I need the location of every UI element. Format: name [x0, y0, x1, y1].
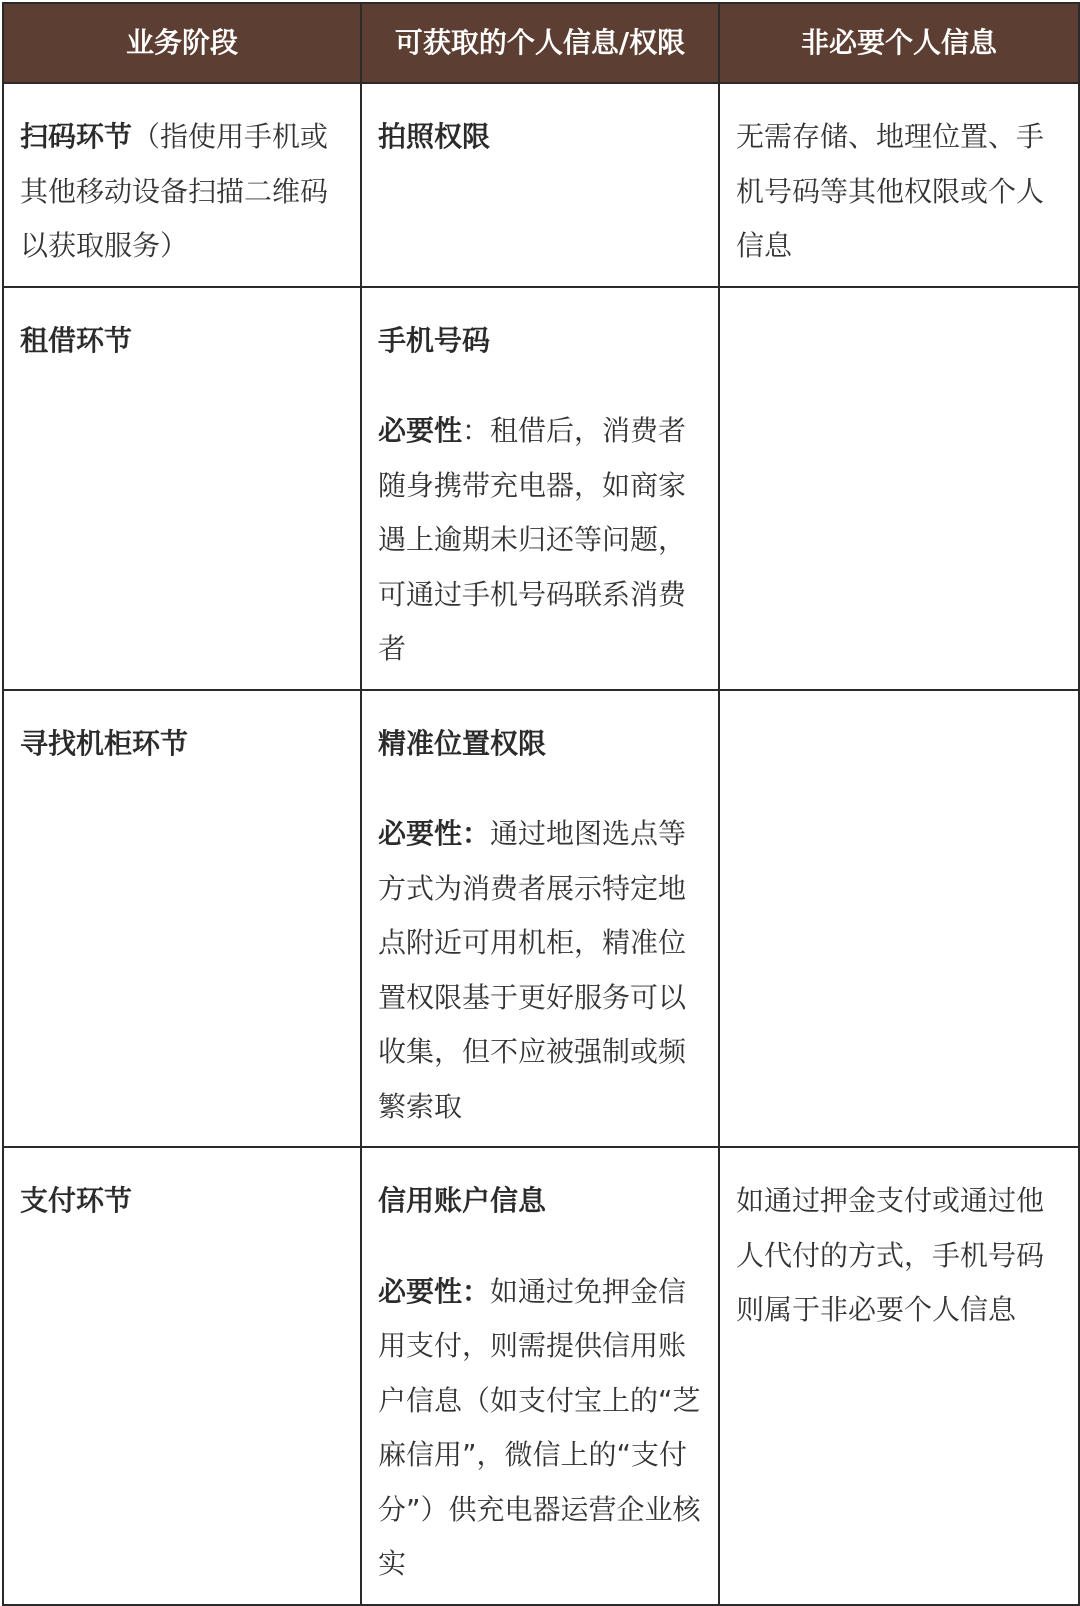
- necessity-paragraph: [378, 807, 702, 1134]
- info-cell: [361, 690, 719, 1148]
- nonessential-text: 如通过押金支付或通过他人代付的方式，手机号码则属于非必要个人信息: [736, 1184, 1045, 1326]
- personal-info-table: [2, 2, 1080, 1606]
- table-header-row: [3, 3, 1079, 83]
- nonessential-cell: [719, 1147, 1079, 1605]
- necessity-label: 必要性：: [378, 1274, 491, 1308]
- info-title: 精准位置权限: [378, 726, 547, 760]
- info-cell: [361, 287, 719, 690]
- header-obtainable-info: 可获取的个人信息/权限: [361, 3, 719, 83]
- stage-cell: [3, 83, 361, 287]
- necessity-text: 通过地图选点等方式为消费者展示特定地点附近可用机柜，精准位置权限基于更好服务可以收集，但不应被强制或频繁索取: [378, 817, 687, 1123]
- table-row: [3, 690, 1079, 1148]
- necessity-text: ：租借后，消费者随身携带充电器，如商家遇上逾期未归还等问题，可通过手机号码联系消费者: [378, 414, 687, 665]
- stage-note: （指使用手机或其他移动设备扫描二维码以获取服务）: [20, 120, 329, 262]
- stage-name: 寻找机柜环节: [20, 726, 189, 760]
- necessity-label: 必要性: [378, 414, 463, 447]
- info-title: 拍照权限: [378, 120, 491, 153]
- stage-cell: [3, 1147, 361, 1605]
- info-cell: [361, 83, 719, 287]
- stage-name: 支付环节: [20, 1184, 133, 1217]
- info-title: 信用账户信息: [378, 1184, 547, 1217]
- stage-name: 租借环节: [20, 323, 133, 357]
- table-row: [3, 83, 1079, 287]
- necessity-text: 如通过免押金信用支付，则需提供信用账户信息（如支付宝上的“芝麻信用”，微信上的“支付分”）供充电器运营企业核实: [378, 1274, 701, 1580]
- necessity-label: 必要性：: [378, 817, 491, 850]
- nonessential-cell: [719, 287, 1079, 690]
- nonessential-text: 无需存储、地理位置、手机号码等其他权限或个人信息: [736, 120, 1045, 262]
- header-nonessential-info: 非必要个人信息: [719, 3, 1079, 83]
- stage-cell: [3, 287, 361, 690]
- table-row: [3, 287, 1079, 690]
- necessity-paragraph: [378, 404, 702, 677]
- nonessential-cell: [719, 83, 1079, 287]
- header-business-stage: 业务阶段: [3, 3, 361, 83]
- necessity-paragraph: [378, 1265, 702, 1592]
- nonessential-cell: [719, 690, 1079, 1148]
- stage-cell: [3, 690, 361, 1148]
- stage-name: 扫码环节: [20, 120, 133, 153]
- info-cell: [361, 1147, 719, 1605]
- info-title: 手机号码: [378, 323, 491, 357]
- table-row: [3, 1147, 1079, 1605]
